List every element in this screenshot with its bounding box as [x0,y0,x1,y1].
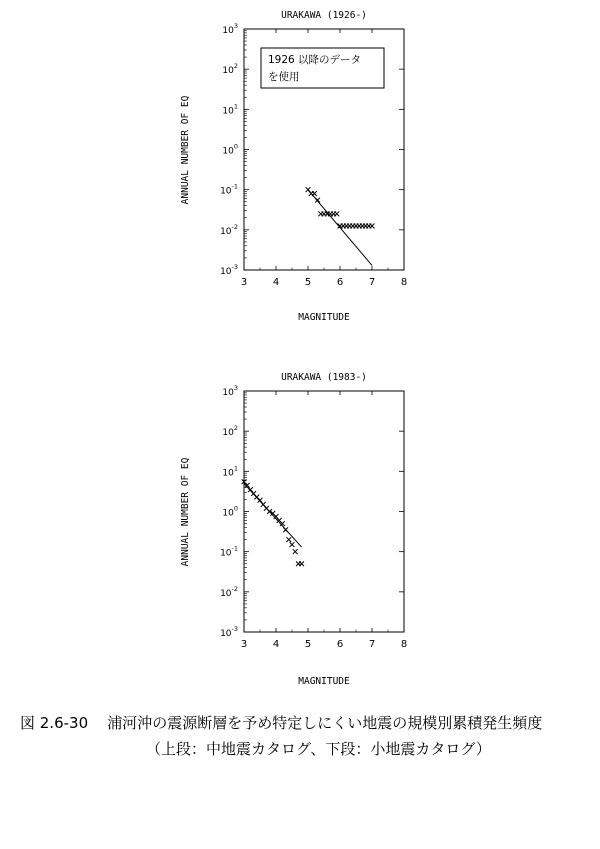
y-tick-exponent: 1 [233,464,238,473]
data-point [290,542,295,547]
x-tick-label: 3 [240,639,248,650]
y-tick-exponent: 0 [233,504,238,513]
y-tick-exponent: -2 [231,584,238,593]
y-tick-label: $10^1$ [222,102,238,117]
y-tick-exponent: 3 [233,22,238,30]
axis-ticks [244,391,404,632]
plot-frame [244,391,404,632]
data-point [370,224,375,229]
annotation-line-2: を使用 [268,71,300,83]
fit-line [308,190,372,266]
y-tick-exponent: 2 [233,62,238,71]
y-tick-label: $10^{-1}$ [220,544,238,559]
y-tick-exponent: -2 [231,222,238,231]
y-tick-exponent: -1 [231,544,238,553]
x-tick-label: 4 [272,277,280,288]
data-marks [242,479,304,566]
x-tick-label: 3 [240,277,248,288]
chart-title: URAKAWA (1983-) [281,372,367,383]
chart-upper [180,10,407,323]
data-point [299,561,304,566]
y-tick-exponent: 2 [233,424,238,433]
caption-subtitle: （上段：中地震カタログ、下段：小地震カタログ） [146,740,491,758]
x-tick-label: 4 [272,639,280,650]
x-axis-label: MAGNITUDE [298,312,350,323]
y-tick-exponent: 3 [233,384,238,392]
y-tick-label: $10^2$ [222,62,238,77]
y-tick-labels [220,22,238,277]
y-tick-label: $10^{-2}$ [220,222,238,237]
y-tick-label: $10^3$ [222,384,238,398]
y-tick-exponent: -3 [231,625,238,633]
x-tick-label: 8 [400,639,408,650]
y-tick-label: $10^1$ [222,464,238,479]
y-tick-labels [220,384,238,639]
x-tick-label: 5 [304,277,312,288]
y-tick-label: $10^{-1}$ [220,182,238,197]
figure-caption [20,710,542,762]
caption-title: 浦河沖の震源断層を予め特定しにくい地震の規模別累積発生頻度 [107,714,543,732]
y-tick-label: $10^{-2}$ [220,584,238,599]
y-tick-exponent: 1 [233,102,238,111]
y-tick-label: $10^{-3}$ [220,263,238,277]
x-tick-label: 7 [368,639,376,650]
data-point [334,211,339,216]
y-tick-exponent: 0 [233,142,238,151]
annotation-line-1: 1926 以降のデータ [268,54,362,66]
y-tick-label: $10^3$ [222,22,238,36]
y-tick-label: $10^0$ [222,504,238,519]
y-tick-label: $10^{-3}$ [220,625,238,639]
chart-lower [180,372,407,687]
y-tick-exponent: -3 [231,263,238,271]
y-tick-label: $10^2$ [222,424,238,439]
chart-title: URAKAWA (1926-) [281,10,367,21]
x-axis-label: MAGNITUDE [298,676,350,687]
data-point [293,549,298,554]
x-tick-label: 8 [400,277,408,288]
y-axis-label: ANNUAL NUMBER OF EQ [180,457,191,567]
data-point [286,537,291,542]
x-tick-label: 7 [368,277,376,288]
y-tick-label: $10^0$ [222,142,238,157]
y-axis-label: ANNUAL NUMBER OF EQ [180,95,191,205]
data-marks [306,187,375,265]
x-tick-label: 5 [304,639,312,650]
x-tick-label: 6 [336,639,344,650]
x-tick-labels [241,639,407,650]
fit-line [244,483,302,547]
y-tick-exponent: -1 [231,182,238,191]
caption-number: 図 2.6-30 [20,714,89,732]
x-tick-label: 6 [336,277,344,288]
x-tick-labels [241,277,407,288]
